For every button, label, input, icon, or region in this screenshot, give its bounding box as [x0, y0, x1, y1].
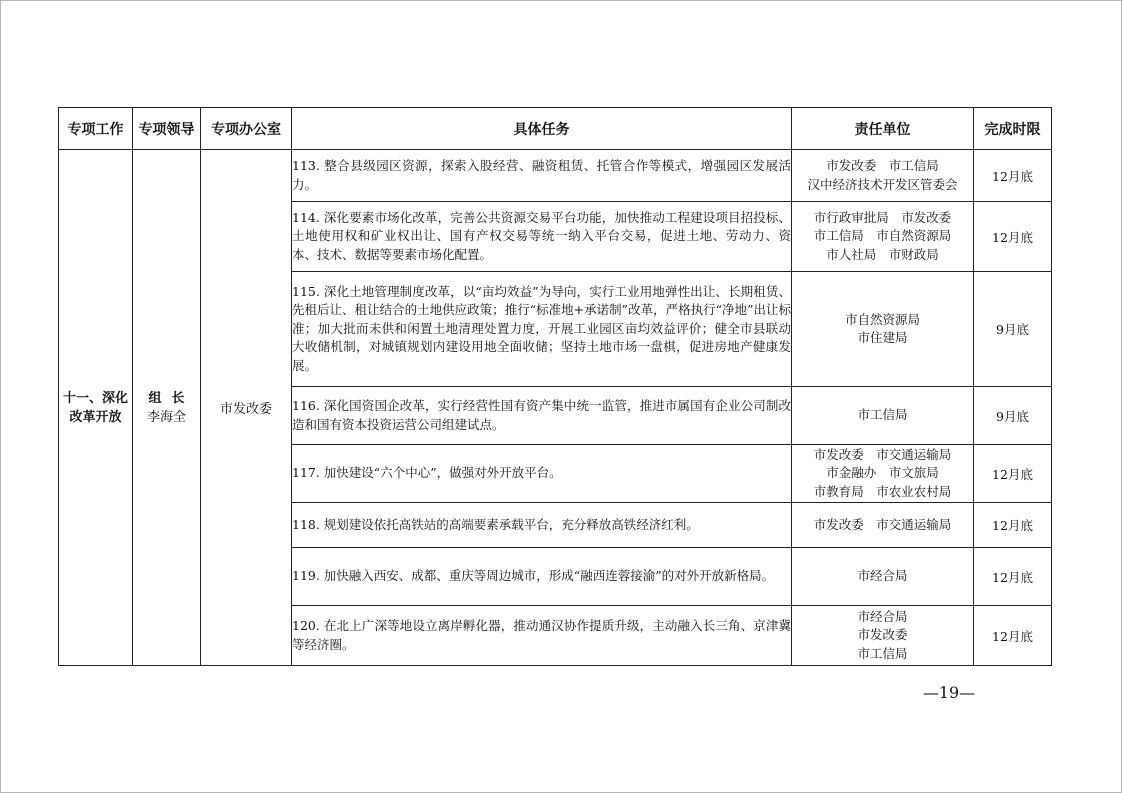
- leader-name: 李海全: [146, 409, 186, 425]
- unit-line: 市经合局: [857, 608, 908, 624]
- page-number: —19—: [922, 683, 976, 702]
- header-special-leader: 专项领导: [133, 108, 201, 150]
- responsible-units: [792, 606, 974, 666]
- task-text: 117. 加快建设“六个中心”，做强对外开放平台。: [292, 445, 792, 503]
- unit-line: 市发改委: [857, 627, 908, 643]
- table-row: [59, 150, 1052, 202]
- deadline: 12月底: [974, 548, 1052, 606]
- task-text: 113. 整合县级园区资源，探索入股经营、融资租赁、托管合作等模式，增强园区发展活力。: [292, 150, 792, 202]
- unit-line: 市发改委 市交通运输局: [813, 446, 952, 462]
- responsible-units: [792, 202, 974, 272]
- task-text: 114. 深化要素市场化改革，完善公共资源交易平台功能，加快推动工程建设项目招投标、土地使用权和矿业权出让、国有产权交易等统一纳入平台交易，促进土地、劳动力、资本、技术、数据等要素市场化配置。: [292, 202, 792, 272]
- category-cell: [59, 150, 133, 666]
- header-special-work: 专项工作: [59, 108, 133, 150]
- responsible-units: [792, 548, 974, 606]
- category-line-1: 十一、深化: [62, 390, 128, 406]
- responsible-units: [792, 445, 974, 503]
- unit-line: 市人社局 市财政局: [826, 246, 939, 262]
- task-text: 118. 规划建设依托高铁站的高端要素承载平台，充分释放高铁经济红利。: [292, 503, 792, 548]
- task-text: 116. 深化国资国企改革，实行经营性国有资产集中统一监管，推进市属国有企业公司制改造和国有资本投资运营公司组建试点。: [292, 387, 792, 445]
- unit-line: 市工信局 市自然资源局: [813, 228, 952, 244]
- task-text: 115. 深化土地管理制度改革，以“亩均效益”为导向，实行工业用地弹性出让、长期租赁、先租后让、租让结合的土地供应政策；推行“标准地+承诺制”改革，严格执行“净地”出让标准；加大批而未供和闲置土地清理处置力度，开展工业园区亩均效益评价；健全市县联动大收储机制，对城镇规划内建设用地全面收储；坚持土地市场一盘棋，促进房地产健康发展。: [292, 272, 792, 387]
- responsible-units: [792, 272, 974, 387]
- unit-line: 市金融办 市文旅局: [826, 465, 939, 481]
- task-text: 120. 在北上广深等地设立离岸孵化器，推动通汉协作提质升级，主动融入长三角、京津冀等经济圈。: [292, 606, 792, 666]
- header-deadline: 完成时限: [974, 108, 1052, 150]
- unit-line: 市工信局: [857, 407, 908, 423]
- unit-line: 市行政审批局 市发改委: [813, 209, 952, 225]
- responsible-units: [792, 503, 974, 548]
- unit-line: 汉中经济技术开发区管委会: [807, 176, 958, 192]
- deadline: 12月底: [974, 606, 1052, 666]
- unit-line: 市经合局: [857, 568, 908, 584]
- header-special-office: 专项办公室: [201, 108, 292, 150]
- deadline: 12月底: [974, 445, 1052, 503]
- unit-line: 市教育局 市农业农村局: [813, 483, 952, 499]
- unit-line: 市发改委 市工信局: [826, 158, 939, 173]
- deadline: 12月底: [974, 150, 1052, 202]
- deadline: 9月底: [974, 272, 1052, 387]
- responsible-units: [792, 150, 974, 202]
- task-text: 119. 加快融入西安、成都、重庆等周边城市，形成“融西连蓉接渝”的对外开放新格局。: [292, 548, 792, 606]
- header-specific-task: 具体任务: [292, 108, 792, 150]
- category-line-2: 改革开放: [69, 409, 122, 425]
- leader-cell: [133, 150, 201, 666]
- unit-line: 市发改委 市交通运输局: [813, 516, 952, 532]
- table-header-row: [59, 108, 1052, 150]
- leader-title: 组长: [148, 390, 195, 406]
- deadline: 12月底: [974, 202, 1052, 272]
- header-responsible-unit: 责任单位: [792, 108, 974, 150]
- task-table: [58, 107, 1052, 666]
- responsible-units: [792, 387, 974, 445]
- unit-line: 市工信局: [857, 645, 908, 661]
- deadline: 12月底: [974, 503, 1052, 548]
- office-cell: 市发改委: [201, 150, 292, 666]
- deadline: 9月底: [974, 387, 1052, 445]
- unit-line: 市自然资源局: [844, 311, 920, 327]
- unit-line: 市住建局: [857, 330, 908, 345]
